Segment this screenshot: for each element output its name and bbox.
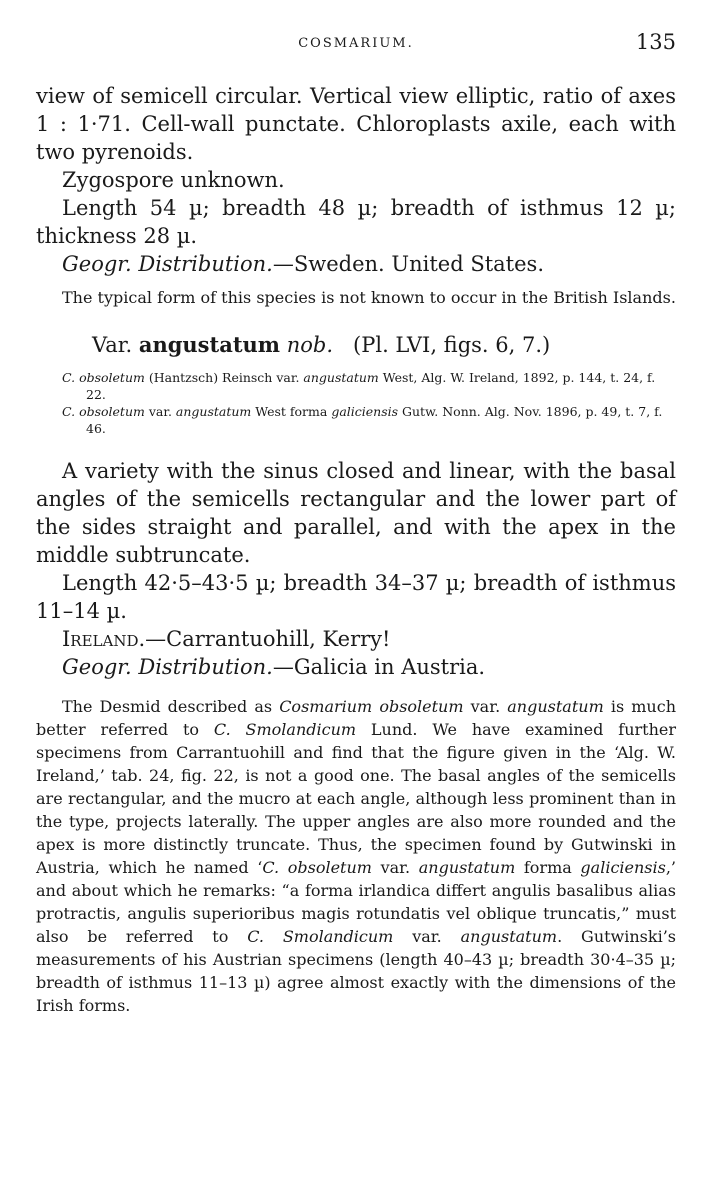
- variety-heading: [36, 331, 676, 359]
- zygospore-note: Zygospore unknown.: [62, 168, 285, 192]
- text-run: ,’ and about which he remarks: “a forma irlandica differt angulis basalibus alias protractis, angulis superioribus magis rotundatis vel oblique truncatis,” must also be referred to: [36, 858, 676, 946]
- variety-author: nob.: [286, 333, 333, 357]
- measurements: Length 54 µ; breadth 48 µ; breadth of isthmus 12 µ; thickness 28 µ.: [36, 196, 676, 248]
- text-run: var.: [463, 697, 508, 716]
- citation-text: var.: [144, 404, 176, 419]
- variety-measurements: Length 42·5–43·5 µ; breadth 34–37 µ; breadth of isthmus 11–14 µ.: [36, 571, 676, 623]
- taxon-name: galiciensis: [331, 404, 399, 419]
- geogr-text: —Galicia in Austria.: [272, 655, 486, 679]
- typical-form-note: The typical form of this species is not known to occur in the British Islands.: [62, 288, 676, 307]
- citation-text: Gutw. Nonn. Alg. Nov. 1896, p. 49, t. 7, f. 46.: [86, 404, 663, 436]
- text-run: is much better referred to: [36, 697, 676, 739]
- variety-prefix: Var.: [92, 333, 133, 357]
- geographic-distribution: [36, 250, 676, 278]
- ireland-locality: [36, 625, 676, 653]
- variety-description: A variety with the sinus closed and linear, with the basal angles of the semicells rectangular and the lower part of the sides straight and parallel, and with the apex in the middle subtruncate.: [36, 459, 676, 567]
- running-title: COSMARIUM.: [298, 36, 414, 51]
- taxon-name: angustatum: [175, 404, 252, 419]
- running-head: [36, 30, 676, 64]
- taxon-name: angustatum: [460, 927, 558, 946]
- synonym-entry: [36, 403, 676, 437]
- text-run: var.: [393, 927, 461, 946]
- taxon-name: C. obsoletum: [62, 370, 145, 385]
- page-number: 135: [635, 30, 676, 54]
- citation-text: West, Alg. W. Ireland, 1892, p. 144, t. 24, f. 22.: [86, 370, 656, 402]
- taxon-name: angustatum: [303, 370, 379, 385]
- taxon-name: C. obsoletum: [262, 858, 372, 877]
- text-run: Lund. We have examined further specimens from Carrantuohill and find that the figure given in the ‘Alg. W. Ireland,’ tab. 24, fig. 22, is not a good one. The basal angles of the semicells are rectangular, and the mucro at each angle, although less prominent than in the type, projects laterally. The upper angles are also more rounded and the apex is more distinctly truncate. Thus, the specimen found by Gutwinski in Austria, which he named ‘: [36, 720, 676, 877]
- description-continued: view of semicell circular. Vertical view elliptic, ratio of axes 1 : 1·71. Cell-wall punctate. Chloroplasts axile, each with two pyrenoids.: [36, 84, 676, 164]
- geogr-label: Geogr. Distribution.: [62, 655, 273, 679]
- ireland-text: —Carrantuohill, Kerry!: [145, 627, 391, 651]
- taxon-name: C. Smolandicum: [247, 927, 394, 946]
- taxon-name: angustatum: [507, 697, 604, 716]
- plate-reference: (Pl. LVI, figs. 6, 7.): [353, 333, 551, 357]
- ireland-label: Ireland.: [62, 627, 146, 651]
- text-run: . Gutwinski’s measurements of his Austrian specimens (length 40–43 µ; breadth 30·4–35 µ; breadth of isthmus 11–13 µ) agree almost exactly with the dimensions of the Irish forms.: [36, 927, 676, 1015]
- taxon-name: angustatum: [418, 858, 516, 877]
- discussion-paragraph: [36, 695, 676, 1017]
- variety-geographic-distribution: [36, 653, 676, 681]
- citation-text: West forma: [251, 404, 332, 419]
- variety-name: angustatum: [138, 332, 281, 357]
- citation-text: (Hantzsch) Reinsch var.: [144, 370, 304, 385]
- synonym-entry: [36, 369, 676, 403]
- taxon-name: galiciensis: [580, 858, 666, 877]
- geogr-label: Geogr. Distribution.: [62, 252, 273, 276]
- geogr-text: —Sweden. United States.: [272, 252, 544, 276]
- taxon-name: C. Smolandicum: [213, 720, 357, 739]
- taxon-name: C. obsoletum: [62, 404, 145, 419]
- text-run: forma: [515, 858, 581, 877]
- text-run: var.: [371, 858, 419, 877]
- book-page: [36, 30, 676, 1017]
- text-run: The Desmid described as: [62, 697, 280, 716]
- taxon-name: Cosmarium obsoletum: [279, 697, 464, 716]
- synonymy: [36, 369, 676, 437]
